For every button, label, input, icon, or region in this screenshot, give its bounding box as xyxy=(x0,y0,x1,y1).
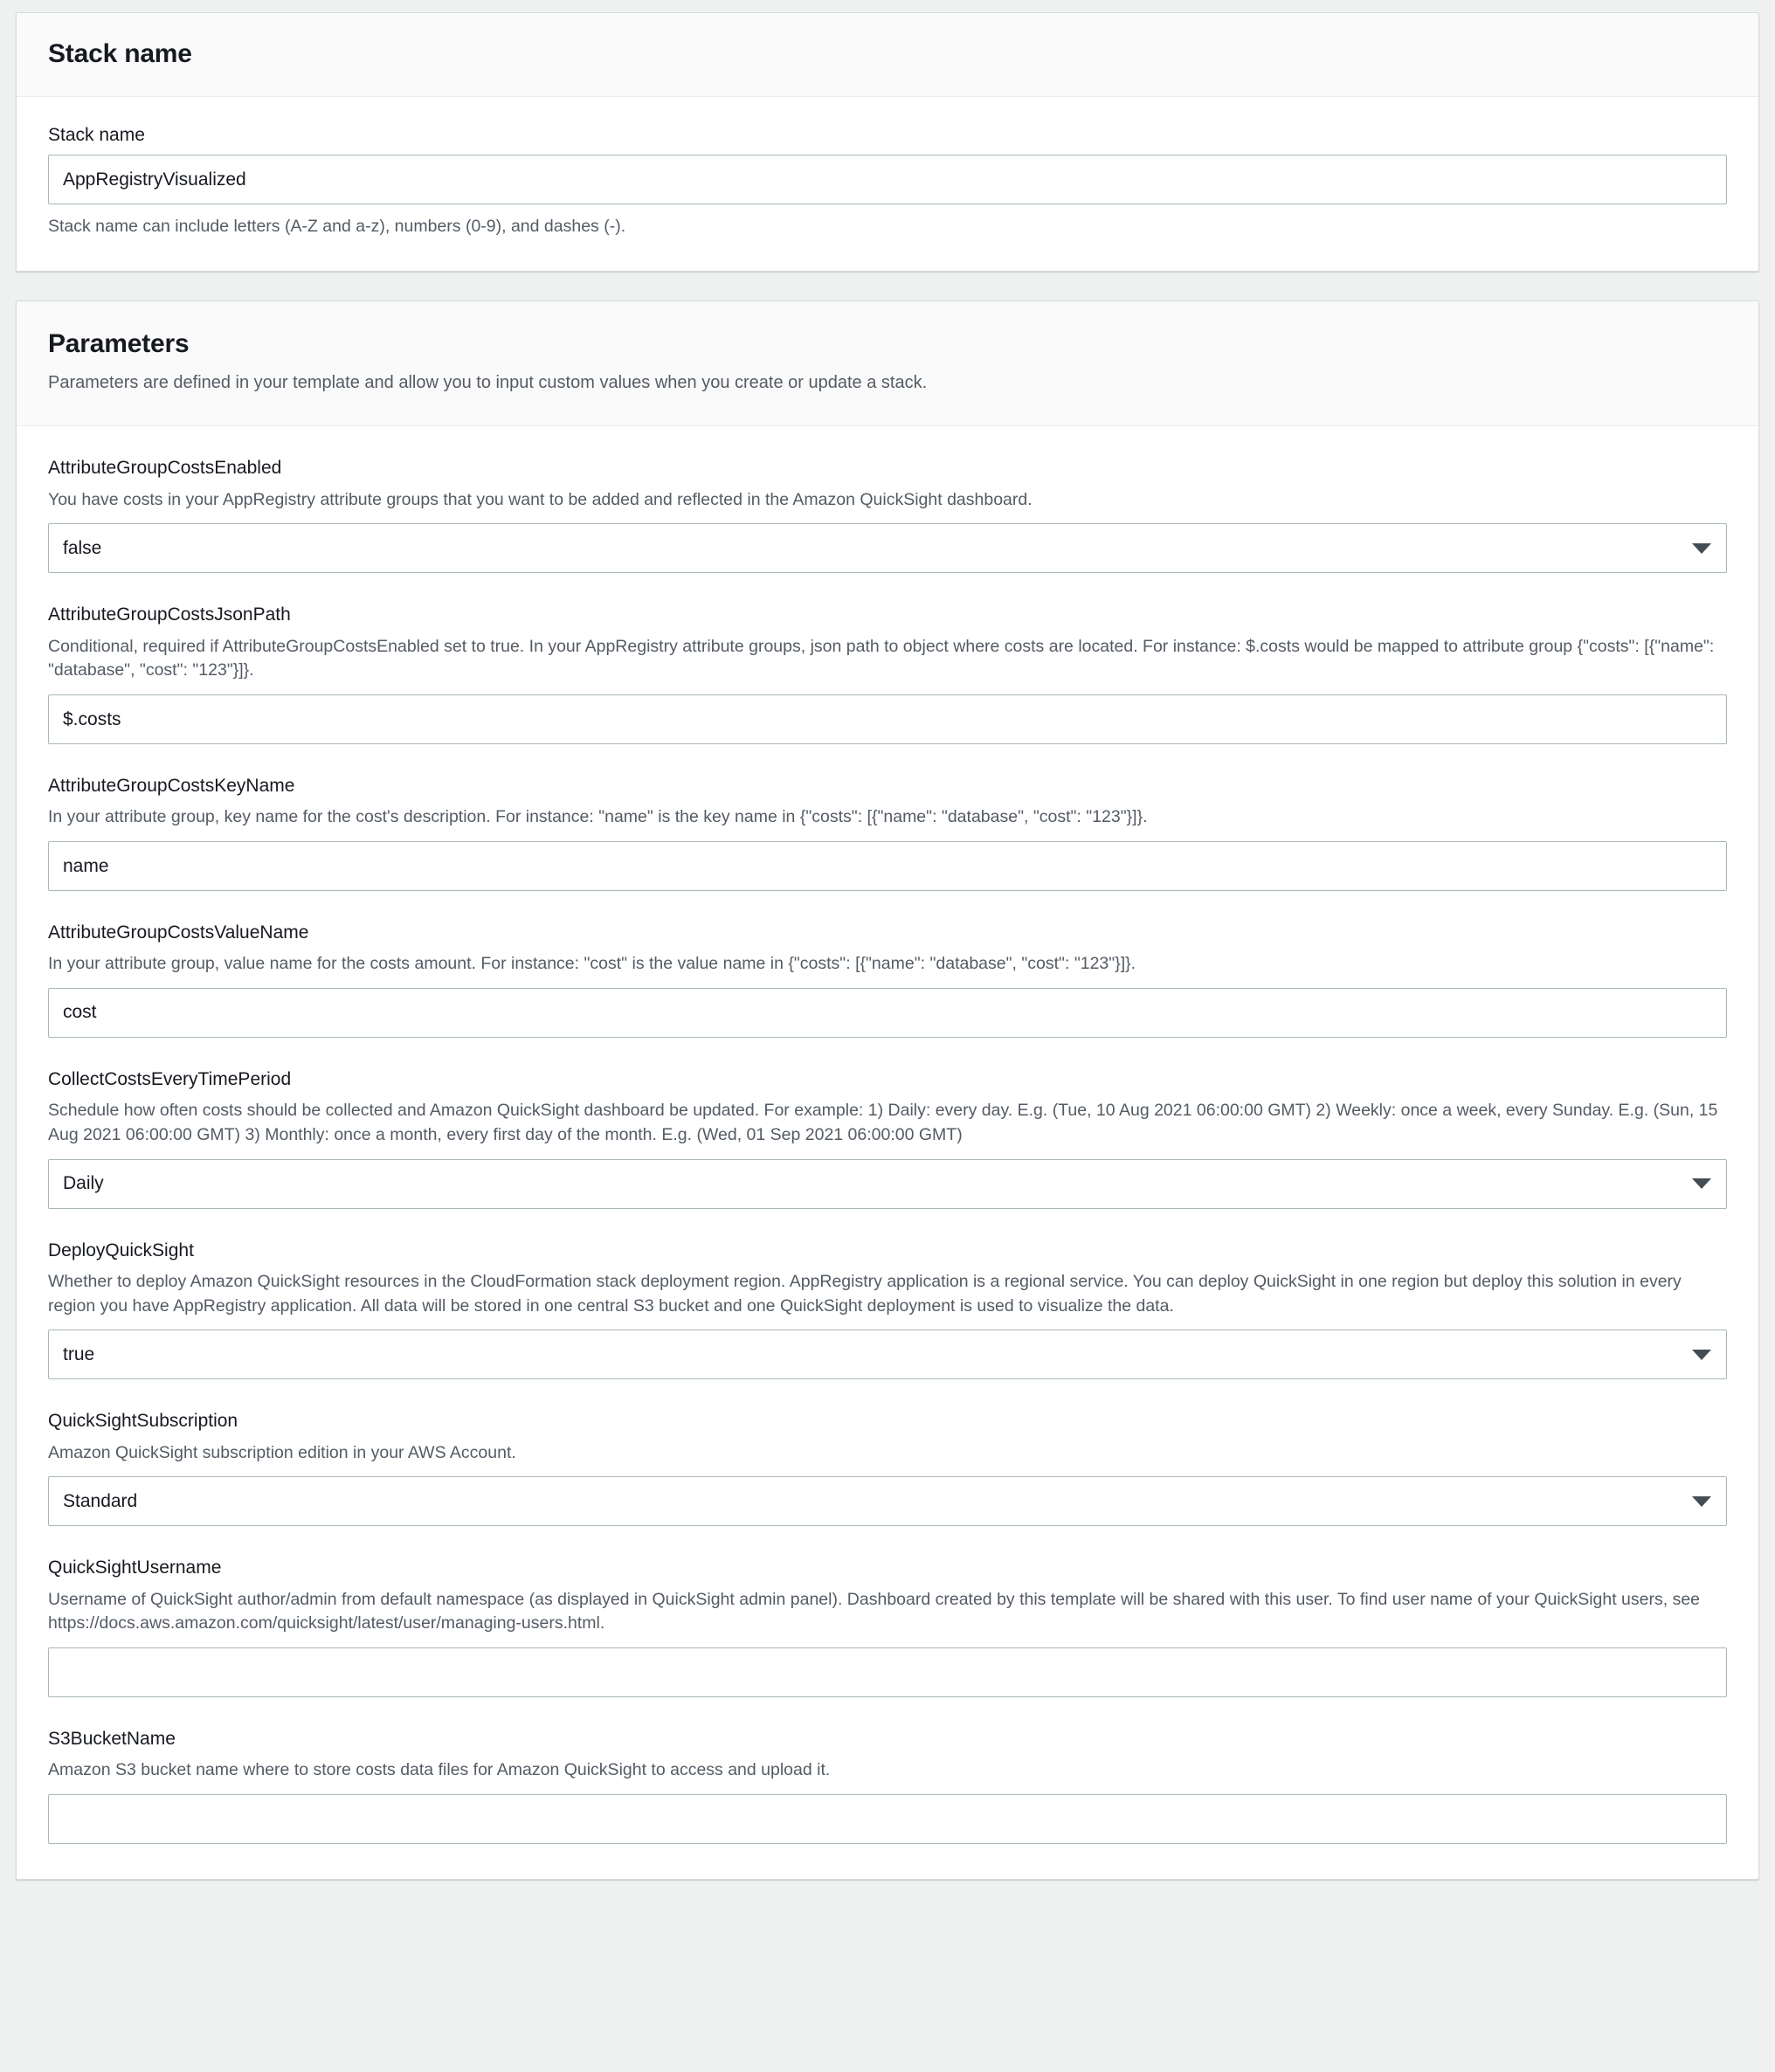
parameters-card-title: Parameters xyxy=(48,329,190,359)
parameter-label: S3BucketName xyxy=(48,1728,176,1749)
parameter-text-input[interactable] xyxy=(48,841,1727,891)
parameter-select[interactable] xyxy=(48,1159,1727,1209)
parameter-field xyxy=(48,1556,1727,1697)
parameter-label: AttributeGroupCostsValueName xyxy=(48,922,309,943)
parameter-select-value[interactable]: Daily xyxy=(48,1159,1727,1209)
parameter-label: QuickSightUsername xyxy=(48,1557,222,1578)
stack-name-input[interactable] xyxy=(48,155,1727,204)
parameters-card xyxy=(16,300,1759,1880)
parameter-field xyxy=(48,774,1727,891)
parameter-label: AttributeGroupCostsJsonPath xyxy=(48,604,291,625)
parameter-field xyxy=(48,456,1727,573)
parameter-select-value[interactable]: false xyxy=(48,523,1727,573)
parameter-field xyxy=(48,1067,1727,1209)
parameter-label: AttributeGroupCostsEnabled xyxy=(48,458,282,479)
parameter-description: In your attribute group, value name for the costs amount. For instance: "cost" is the value name in {"costs": [{"name": "database", "cost": "123"}]}. xyxy=(48,954,1136,974)
parameter-description: Whether to deploy Amazon QuickSight resources in the CloudFormation stack deployment region. AppRegistry application is a regional service. You can deploy QuickSight in one region but deploy this solution in every region you have AppRegistry application. All data will be stored in one central S3 bucket and one QuickSight deployment is used to visualize the data. xyxy=(48,1271,1682,1316)
parameter-select[interactable] xyxy=(48,1476,1727,1526)
stack-name-label: Stack name xyxy=(48,125,145,146)
parameter-description: Username of QuickSight author/admin from default namespace (as displayed in QuickSight admin panel). Dashboard created by this template will be shared with this user. To find user name of your QuickSight users, see https://docs.aws.amazon.com/quicksight/latest/user/managing-users.html. xyxy=(48,1589,1701,1633)
parameter-select-value[interactable]: true xyxy=(48,1330,1727,1379)
parameters-card-body xyxy=(17,426,1758,1879)
parameter-label: AttributeGroupCostsKeyName xyxy=(48,776,295,797)
parameter-text-input[interactable] xyxy=(48,694,1727,744)
parameter-description: Amazon S3 bucket name where to store costs data files for Amazon QuickSight to access and upload it. xyxy=(48,1760,831,1780)
stack-name-card xyxy=(16,12,1759,272)
parameter-description: Schedule how often costs should be collected and Amazon QuickSight dashboard be updated. For example: 1) Daily: every day. E.g. (Tue, 10 Aug 2021 06:00:00 GMT) 2) Weekly: once a week, every Sunday. E.g. (Sun, 15 Aug 2021 06:00:00 GMT) 3) Monthly: once a month, every first day of the month. E.g. (Wed, 01 Sep 2021 06:00:00 GMT) xyxy=(48,1101,1718,1144)
parameter-field xyxy=(48,603,1727,744)
parameter-select[interactable] xyxy=(48,523,1727,573)
stack-name-card-title: Stack name xyxy=(48,39,192,68)
parameter-text-input[interactable] xyxy=(48,1647,1727,1697)
stack-name-field xyxy=(48,123,1727,239)
parameter-description: Conditional, required if AttributeGroupCostsEnabled set to true. In your AppRegistry attribute groups, json path to object where costs are located. For instance: $.costs would be mapped to attribute group {"costs": [{"name": "database", "cost": "123"}]}. xyxy=(48,636,1715,680)
stack-name-hint: Stack name can include letters (A-Z and a-z), numbers (0-9), and dashes (-). xyxy=(48,217,626,237)
stack-name-card-header xyxy=(17,13,1758,97)
parameter-field xyxy=(48,921,1727,1038)
parameter-description: Amazon QuickSight subscription edition in your AWS Account. xyxy=(48,1442,516,1462)
parameter-label: CollectCostsEveryTimePeriod xyxy=(48,1068,292,1089)
parameter-text-input[interactable] xyxy=(48,988,1727,1038)
parameters-card-header xyxy=(17,301,1758,426)
parameter-field xyxy=(48,1727,1727,1844)
parameter-select[interactable] xyxy=(48,1330,1727,1379)
parameter-label: DeployQuickSight xyxy=(48,1240,194,1260)
parameter-label: QuickSightSubscription xyxy=(48,1411,238,1432)
parameter-text-input[interactable] xyxy=(48,1794,1727,1844)
parameter-field xyxy=(48,1409,1727,1526)
parameters-card-subtitle: Parameters are defined in your template and allow you to input custom values when you create or update a stack. xyxy=(48,373,928,393)
parameter-description: You have costs in your AppRegistry attribute groups that you want to be added and reflected in the Amazon QuickSight dashboard. xyxy=(48,489,1033,509)
parameter-field xyxy=(48,1239,1727,1380)
parameter-select-value[interactable]: Standard xyxy=(48,1476,1727,1526)
parameter-description: In your attribute group, key name for the cost's description. For instance: "name" is the key name in {"costs": [{"name": "database", "cost": "123"}]}. xyxy=(48,807,1148,827)
stack-name-card-body xyxy=(17,97,1758,271)
